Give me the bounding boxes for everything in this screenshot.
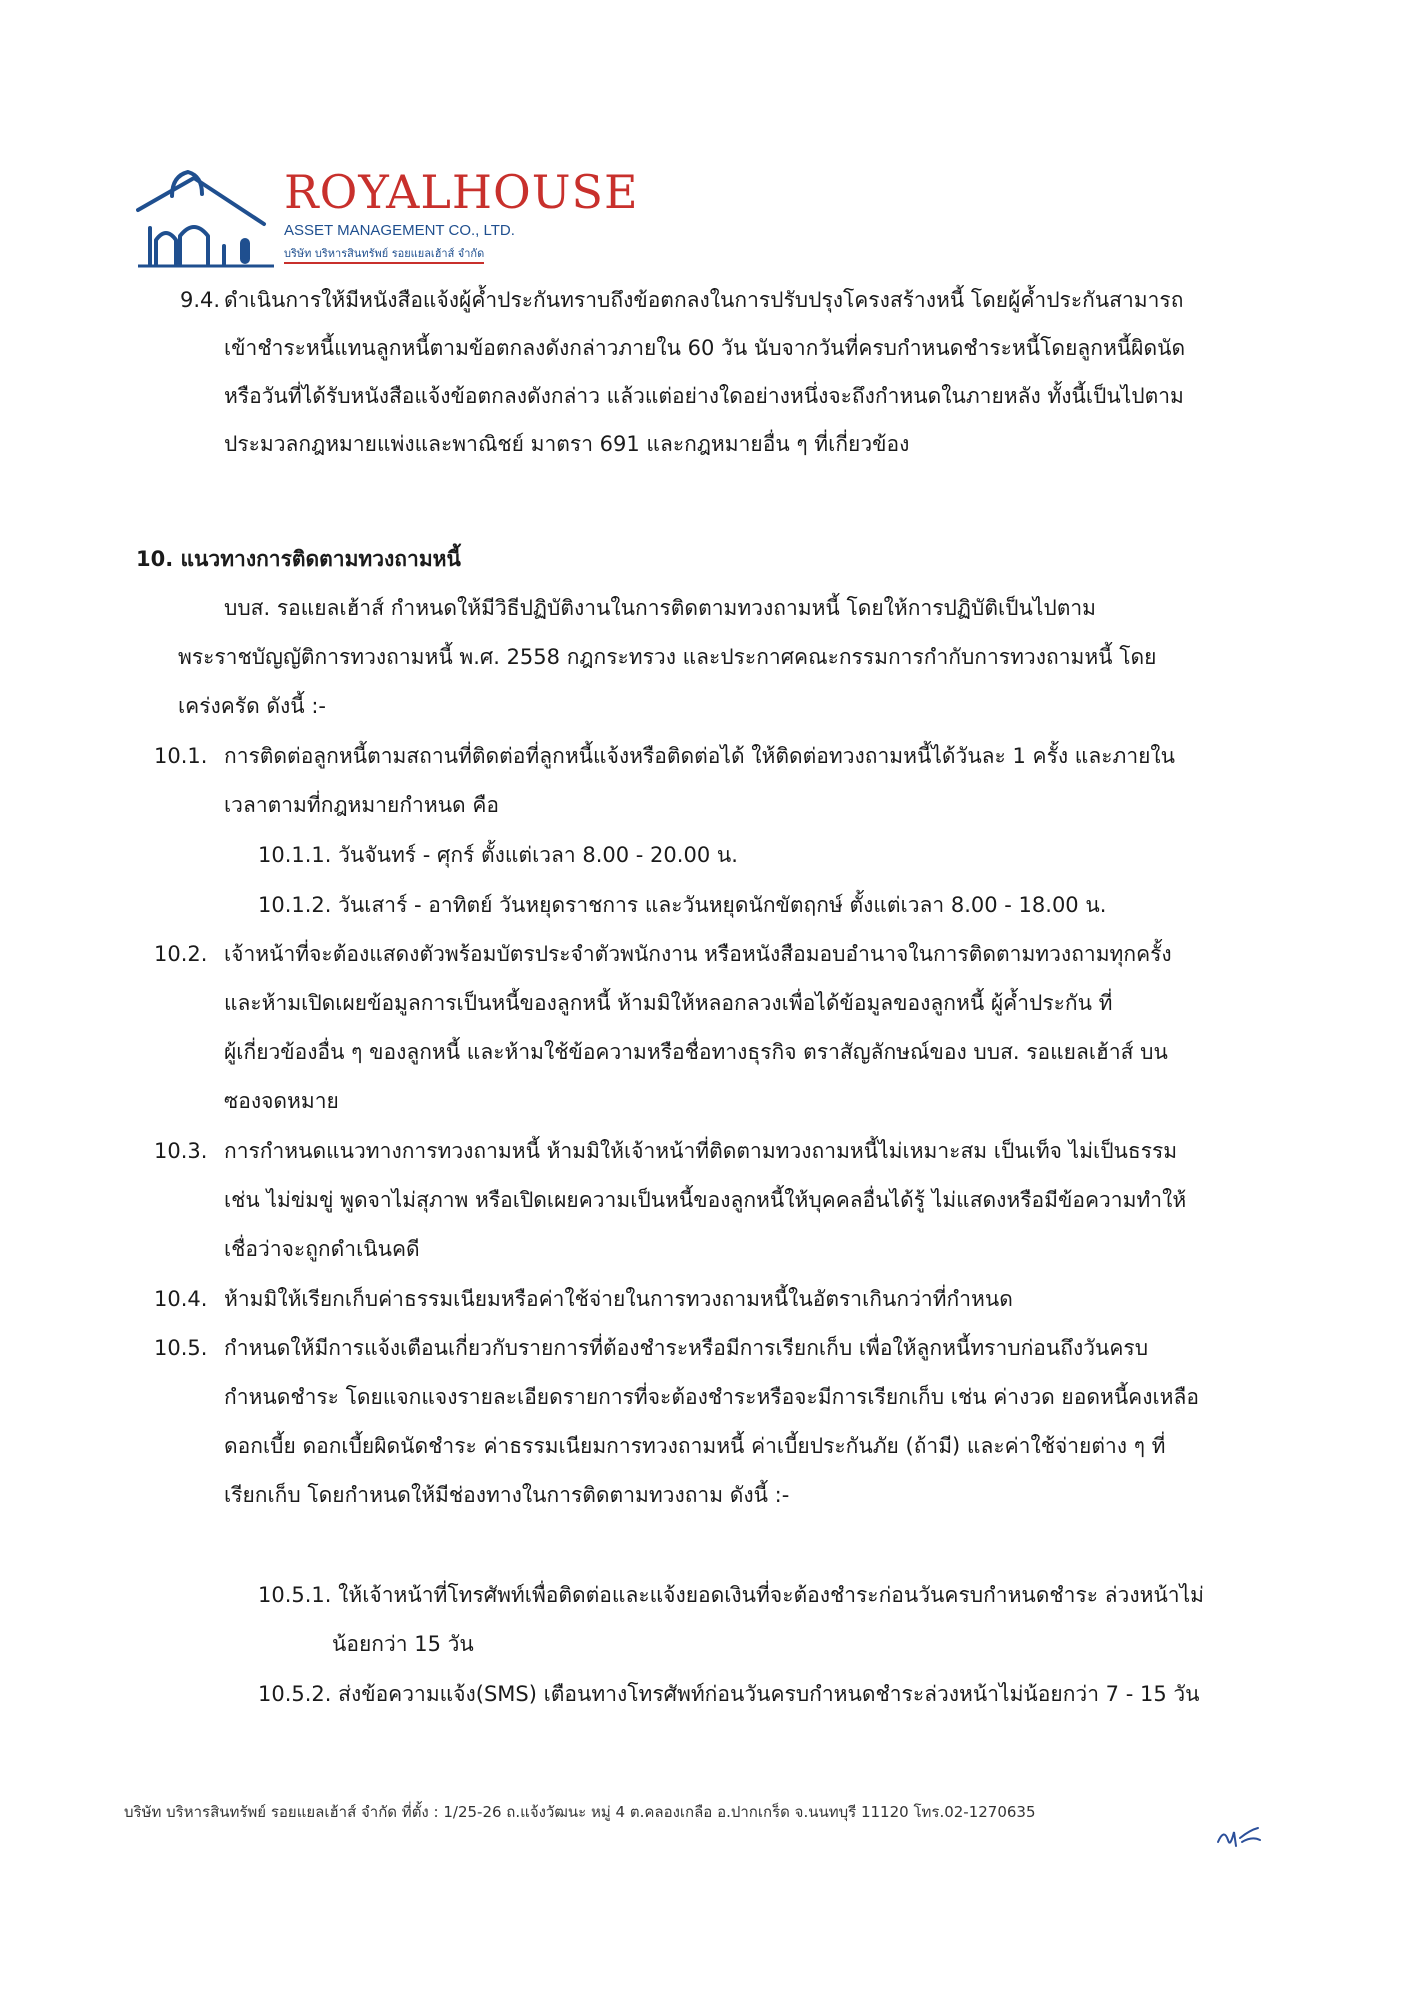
item-line: เชื่อว่าจะถูกดำเนินคดี [224, 1237, 420, 1261]
section-heading: 10. แนวทางการติดตามทวงถามหนี้ [136, 547, 461, 571]
footer-address: บริษัท บริหารสินทรัพย์ รอยแยลเฮ้าส์ จำกัด ที่ตั้ง : 1/25-26 ถ.แจ้งวัฒนะ หมู่ 4 ต.คลองเกลือ อ.ปากเกร็ด จ.นนทบุรี 11120 โทร.02-1270635 [124, 1803, 1036, 1821]
item-line: เวลาตามที่กฎหมายกำหนด คือ [224, 793, 500, 817]
house-icon [136, 166, 276, 270]
paragraph-line: ประมวลกฎหมายแพ่งและพาณิชย์ มาตรา 691 และกฎหมายอื่น ๆ ที่เกี่ยวข้อง [224, 432, 910, 456]
item-line: เรียกเก็บ โดยกำหนดให้มีช่องทางในการติดตามทวงถาม ดังนี้ :- [224, 1483, 790, 1507]
item-line: กำหนดให้มีการแจ้งเตือนเกี่ยวกับรายการที่ต้องชำระหรือมีการเรียกเก็บ เพื่อให้ลูกหนี้ทราบก่อนถึงวันครบ [224, 1336, 1149, 1360]
paragraph-line: หรือวันที่ได้รับหนังสือแจ้งข้อตกลงดังกล่าว แล้วแต่อย่างใดอย่างหนึ่งจะถึงกำหนดในภายหลัง ทั้งนี้เป็นไปตาม [224, 384, 1184, 408]
sub-item-10-1-2: 10.1.2. วันเสาร์ - อาทิตย์ วันหยุดราชการ และวันหยุดนักขัตฤกษ์ ตั้งแต่เวลา 8.00 - 18.00 น. [258, 893, 1107, 917]
item-number-10-1: 10.1. [154, 744, 208, 768]
item-line: การติดต่อลูกหนี้ตามสถานที่ติดต่อที่ลูกหนี้แจ้งหรือติดต่อได้ ให้ติดต่อทวงถามหนี้ได้วันละ 1 ครั้ง และภายใน [224, 744, 1176, 768]
item-number-10-2: 10.2. [154, 942, 208, 966]
paragraph-line: เข้าชำระหนี้แทนลูกหนี้ตามข้อตกลงดังกล่าวภายใน 60 วัน นับจากวันที่ครบกำหนดชำระหนี้โดยลูกหนี้ผิดนัด [224, 336, 1186, 360]
item-line: และห้ามเปิดเผยข้อมูลการเป็นหนี้ของลูกหนี้ ห้ามมิให้หลอกลวงเพื่อได้ข้อมูลของลูกหนี้ ผู้ค้ำประกัน ที่ [224, 991, 1113, 1015]
logo-company-name: ROYALHOUSE [284, 165, 639, 219]
item-number-9-4: 9.4. [180, 288, 221, 312]
intro-line: เคร่งครัด ดังนี้ :- [178, 694, 326, 718]
company-logo [136, 165, 639, 270]
logo-subtitle-th: บริษัท บริหารสินทรัพย์ รอยแยลเฮ้าส์ จำกัด [284, 244, 484, 264]
paragraph-line: ดำเนินการให้มีหนังสือแจ้งผู้ค้ำประกันทราบถึงข้อตกลงในการปรับปรุงโครงสร้างหนี้ โดยผู้ค้ำประกันสามารถ [224, 288, 1184, 312]
sub-item-10-1-1: 10.1.1. วันจันทร์ - ศุกร์ ตั้งแต่เวลา 8.00 - 20.00 น. [258, 843, 738, 867]
item-line: ดอกเบี้ย ดอกเบี้ยผิดนัดชำระ ค่าธรรมเนียมการทวงถามหนี้ ค่าเบี้ยประกันภัย (ถ้ามี) และค่าใช้จ่ายต่าง ๆ ที่ [224, 1434, 1166, 1458]
logo-subtitle-en: ASSET MANAGEMENT CO., LTD. [284, 222, 515, 239]
item-line: ห้ามมิให้เรียกเก็บค่าธรรมเนียมหรือค่าใช้จ่ายในการทวงถามหนี้ในอัตราเกินกว่าที่กำหนด [224, 1287, 1013, 1311]
sub-item-10-5-2: 10.5.2. ส่งข้อความแจ้ง(SMS) เตือนทางโทรศัพท์ก่อนวันครบกำหนดชำระล่วงหน้าไม่น้อยกว่า 7 - 15 วัน [258, 1682, 1200, 1706]
item-line: กำหนดชำระ โดยแจกแจงรายละเอียดรายการที่จะต้องชำระหรือจะมีการเรียกเก็บ เช่น ค่างวด ยอดหนี้คงเหลือ [224, 1385, 1199, 1409]
item-number-10-3: 10.3. [154, 1139, 208, 1163]
item-line: เจ้าหน้าที่จะต้องแสดงตัวพร้อมบัตรประจำตัวพนักงาน หรือหนังสือมอบอำนาจในการติดตามทวงถามทุกครั้ง [224, 942, 1172, 966]
item-line: ซองจดหมาย [224, 1089, 339, 1113]
item-line: การกำหนดแนวทางการทวงถามหนี้ ห้ามมิให้เจ้าหน้าที่ติดตามทวงถามหนี้ไม่เหมาะสม เป็นเท็จ ไม่เป็นธรรม [224, 1139, 1178, 1163]
item-number-10-4: 10.4. [154, 1287, 208, 1311]
item-number-10-5: 10.5. [154, 1336, 208, 1360]
signature-initials [1214, 1822, 1264, 1852]
intro-line: พระราชบัญญัติการทวงถามหนี้ พ.ศ. 2558 กฎกระทรวง และประกาศคณะกรรมการกำกับการทวงถามหนี้ โดย [178, 645, 1157, 669]
sub-item-continuation: น้อยกว่า 15 วัน [332, 1632, 474, 1656]
item-line: ผู้เกี่ยวข้องอื่น ๆ ของลูกหนี้ และห้ามใช้ข้อความหรือชื่อทางธุรกิจ ตราสัญลักษณ์ของ บบส. รอแยลเฮ้าส์ บน [224, 1040, 1168, 1064]
sub-item-10-5-1: 10.5.1. ให้เจ้าหน้าที่โทรศัพท์เพื่อติดต่อและแจ้งยอดเงินที่จะต้องชำระก่อนวันครบกำหนดชำระ ล่วงหน้าไม่ [258, 1583, 1204, 1607]
item-line: เช่น ไม่ข่มขู่ พูดจาไม่สุภาพ หรือเปิดเผยความเป็นหนี้ของลูกหนี้ให้บุคคลอื่นได้รู้ ไม่แสดงหรือมีข้อความทำให้ [224, 1188, 1187, 1212]
intro-line: บบส. รอแยลเฮ้าส์ กำหนดให้มีวิธีปฏิบัติงานในการติดตามทวงถามหนี้ โดยให้การปฏิบัติเป็นไปตาม [224, 596, 1096, 620]
